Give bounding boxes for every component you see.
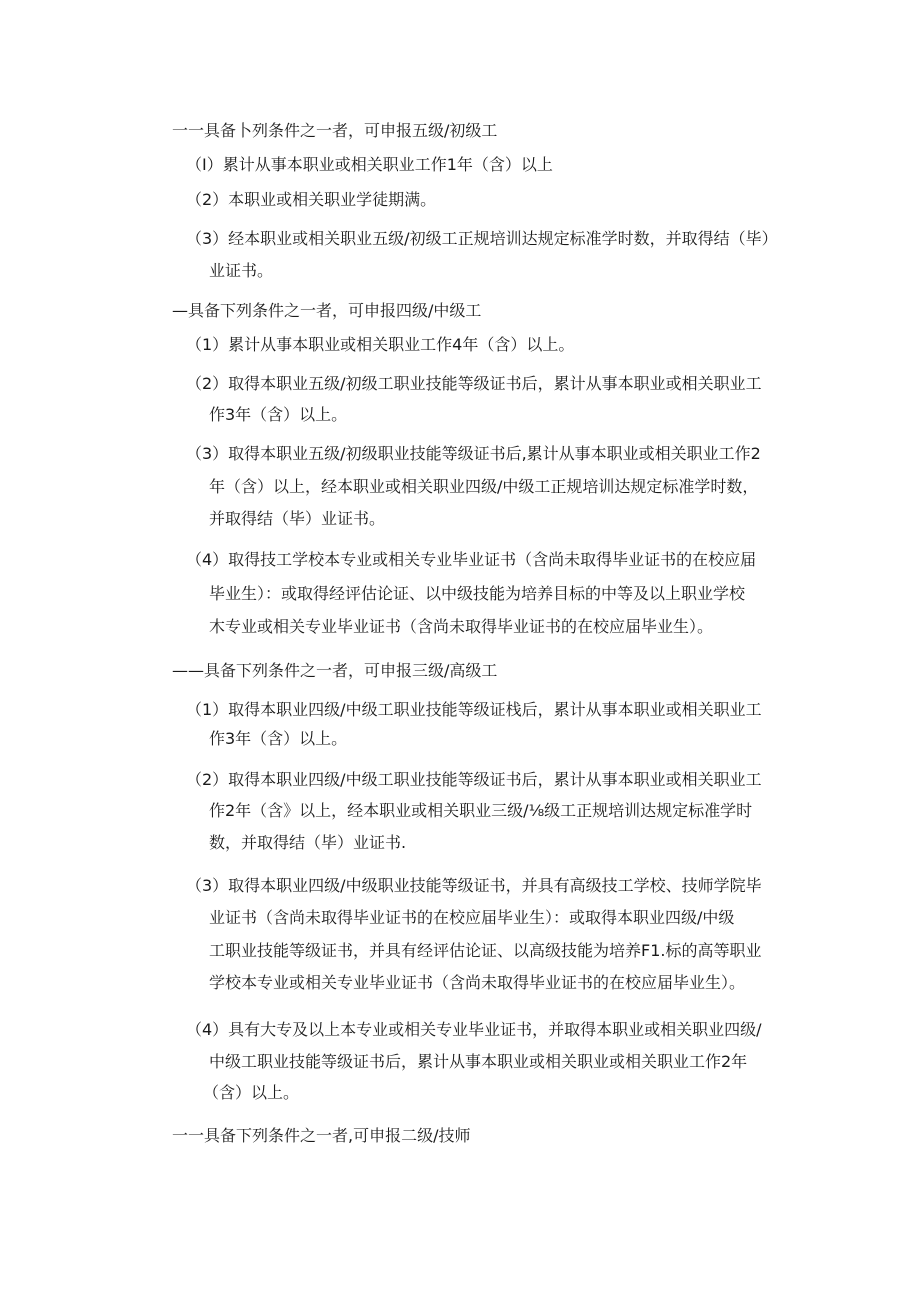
list-item-line: 业证书。 <box>209 261 274 280</box>
list-item-line: 工职业技能等级证书，并具有经评估论证、以高级技能为培养F1.标的高等职业 <box>209 941 762 960</box>
section-heading-level5: 一一具备卜列条件之一者，可申报五级/初级工 <box>172 121 498 140</box>
list-item-line: 作3年（含）以上。 <box>209 405 348 424</box>
list-item-line: 学校本专业或相关专业毕业证书（含尚未取得毕业证书的在校应届毕业生）。 <box>209 973 746 992</box>
list-item-line: 木专业或相关专业毕业证书（含尚未取得毕业证书的在校应届毕业生）。 <box>209 617 714 636</box>
list-item-line: （3）取得本职业四级/中级职业技能等级证书，并具有高级技工学校、技师学院毕 <box>186 876 762 895</box>
list-item-line: （3）经本职业或相关职业五级/初级工正规培训达规定标准学时数，并取得结（毕） <box>186 229 778 248</box>
list-item-line: 作3年（含）以上。 <box>209 729 348 748</box>
list-item-line: （1）取得本职业四级/中级工职业技能等级证栈后，累计从事本职业或相关职业工 <box>186 700 762 719</box>
list-item-line: 毕业生）：或取得经评估论证、以中级技能为培养目标的中等及以上职业学校 <box>209 584 746 603</box>
list-item-line: （2）取得本职业四级/中级工职业技能等级证书后，累计从事本职业或相关职业工 <box>186 770 762 789</box>
list-item-line: （3）取得本职业五级/初级职业技能等级证书后,累计从事本职业或相关职业工作2 <box>186 444 761 463</box>
section-heading-level4: —具备下列条件之一者，可申报四级/中级工 <box>172 301 482 320</box>
list-item-line: 业证书（含尚未取得毕业证书的在校应届毕业生）：或取得本职业四级/中级 <box>209 908 735 927</box>
list-item-line: 并取得结（毕）业证书。 <box>209 509 386 528</box>
list-item-line: （4）具有大专及以上本专业或相关专业毕业证书，并取得本职业或相关职业四级/ <box>186 1020 762 1039</box>
list-item-line: 中级工职业技能等级证书后，累计从事本职业或相关职业或相关职业工作2年 <box>209 1052 748 1071</box>
list-item-line: （含）以上。 <box>203 1083 300 1102</box>
section-heading-level3: ——具备下列条件之一者，可申报三级/高级工 <box>172 661 498 680</box>
list-item-line: （I）累计从事本职业或相关职业工作1年（含）以上 <box>186 155 553 174</box>
list-item-line: 作2年（含》以上，经本职业或相关职业三级/⅛级工正规培训达规定标准学时 <box>209 801 753 820</box>
list-item-line: （2）取得本职业五级/初级工职业技能等级证书后，累计从事本职业或相关职业工 <box>186 374 762 393</box>
section-heading-level2: 一一具备下列条件之一者,可申报二级/技师 <box>172 1126 471 1145</box>
list-item-line: 数，并取得结（毕）业证书. <box>209 833 407 852</box>
list-item-line: （2）本职业或相关职业学徒期满。 <box>186 190 437 209</box>
list-item-line: （1）累计从事本职业或相关职业工作4年（含）以上。 <box>186 335 575 354</box>
list-item-line: （4）取得技工学校本专业或相关专业毕业证书（含尚未取得毕业证书的在校应届 <box>186 550 757 569</box>
list-item-line: 年（含）以上，经本职业或相关职业四级/中级工正规培训达规定标准学时数， <box>209 477 759 496</box>
